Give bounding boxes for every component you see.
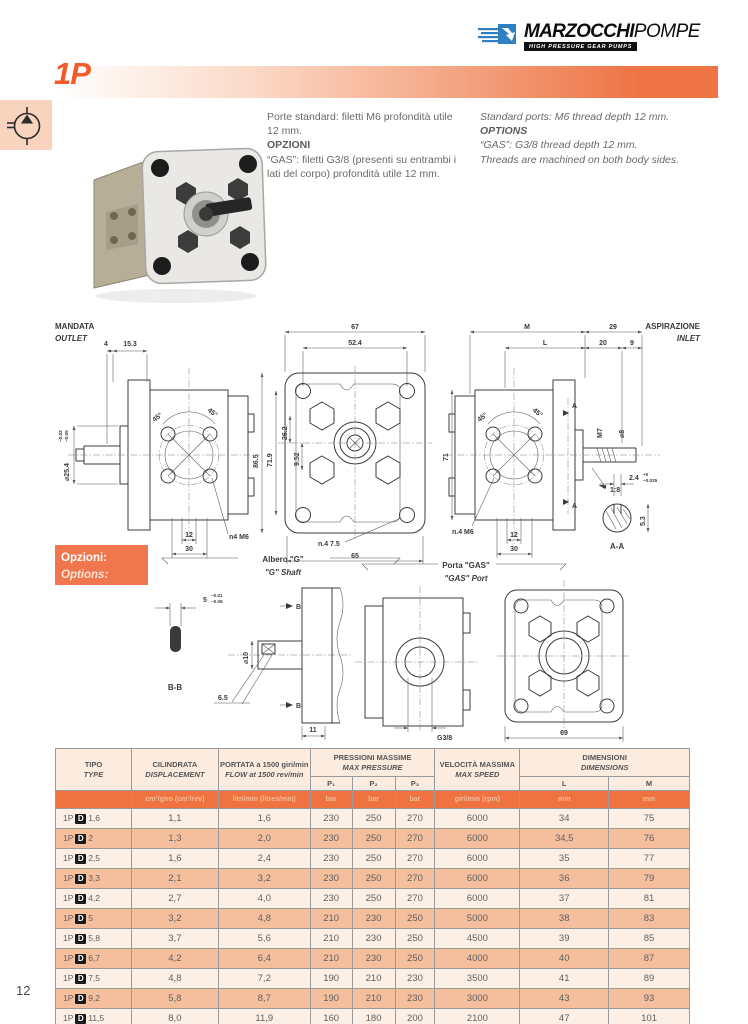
pump-type-cell: 1P D 5 [56, 909, 132, 929]
options-title-en: OPTIONS [480, 125, 528, 138]
svg-text:M: M [524, 324, 530, 331]
table-cell: 230 [310, 869, 352, 889]
table-cell: 2,0 [218, 829, 310, 849]
svg-text:B: B [296, 604, 302, 611]
pump-type-cell: 1P D 9,2 [56, 989, 132, 1009]
table-cell: 230 [310, 849, 352, 869]
margin-symbol-box [0, 100, 52, 150]
table-cell: 34 [520, 809, 609, 829]
table-cell: 250 [352, 869, 395, 889]
table-cell: 230 [395, 969, 435, 989]
svg-text:A-A: A-A [609, 542, 625, 551]
svg-text:20: 20 [599, 340, 607, 347]
svg-text:Options:: Options: [61, 569, 109, 581]
options-title-it: OPZIONI [267, 139, 311, 152]
sub-header-m: M [609, 777, 690, 791]
svg-text:⌀25.4: ⌀25.4 [64, 463, 71, 481]
table-cell: 6000 [435, 889, 520, 909]
svg-text:9: 9 [630, 340, 634, 347]
table-cell: 3000 [435, 989, 520, 1009]
table-cell: 11,9 [218, 1009, 310, 1024]
unit-cell: litri/min (litres/min) [218, 791, 310, 809]
table-cell: 210 [352, 969, 395, 989]
svg-text:30: 30 [185, 546, 193, 553]
table-cell: 210 [310, 949, 352, 969]
svg-text:71.9: 71.9 [267, 453, 274, 467]
table-cell: 93 [609, 989, 690, 1009]
options-text-en-2: Threads are machined on both body sides. [480, 153, 680, 166]
svg-text:69: 69 [560, 730, 568, 737]
table-cell: 250 [352, 889, 395, 909]
table-cell: 4,8 [131, 969, 218, 989]
inlet-view [443, 322, 701, 558]
svg-text:52.4: 52.4 [348, 340, 362, 347]
svg-text:−0.01: −0.01 [211, 593, 223, 598]
table-cell: 230 [310, 829, 352, 849]
marzocchi-logo-icon [478, 22, 520, 52]
table-cell: 3,2 [218, 869, 310, 889]
svg-text:MANDATA: MANDATA [55, 322, 95, 331]
sub-header-p3: P₃ [395, 777, 435, 791]
technical-drawings [0, 318, 748, 748]
unit-cell: mm [520, 791, 609, 809]
svg-text:45°: 45° [151, 411, 165, 424]
table-cell: 39 [520, 929, 609, 949]
options-text-it: “GAS”: filetti G3/8 (presenti su entrambi i lati del corpo) profondità utile 12 mm. [267, 153, 457, 180]
table-cell: 87 [609, 949, 690, 969]
table-body [56, 809, 690, 1024]
svg-text:26.2: 26.2 [282, 426, 289, 440]
svg-text:Albero "G": Albero "G" [262, 555, 304, 564]
section-a-a [600, 472, 658, 551]
table-cell: 160 [310, 1009, 352, 1024]
table-cell: 4,8 [218, 909, 310, 929]
table-cell: 47 [520, 1009, 609, 1024]
pump-type-cell: 1P D 1,6 [56, 809, 132, 829]
svg-text:71: 71 [443, 453, 450, 461]
svg-text:4: 4 [104, 341, 108, 348]
table-cell: 37 [520, 889, 609, 909]
svg-text:30: 30 [510, 546, 518, 553]
table-cell: 180 [352, 1009, 395, 1024]
table-cell: 230 [395, 989, 435, 1009]
table-cell: 230 [352, 929, 395, 949]
pump-type-cell: 1P D 5,8 [56, 929, 132, 949]
table-cell: 81 [609, 889, 690, 909]
svg-text:B-B: B-B [167, 683, 183, 692]
brand-tagline: HIGH PRESSURE GEAR PUMPS [524, 42, 637, 51]
svg-text:OUTLET: OUTLET [55, 334, 87, 343]
ports-text-en: Standard ports: M6 thread depth 12 mm. [480, 111, 670, 123]
table-cell: 5,6 [218, 929, 310, 949]
svg-text:15.3: 15.3 [123, 341, 137, 348]
table-cell: 1,1 [131, 809, 218, 829]
gas-port-drawing [355, 561, 631, 742]
svg-text:n.4 M6: n.4 M6 [452, 529, 474, 536]
options-text-en-1: “GAS”: G3/8 thread depth 12 mm. [480, 139, 638, 152]
col-header-dimensions: DIMENSIONI DIMENSIONS [520, 749, 690, 777]
svg-text:12: 12 [510, 532, 518, 539]
table-cell: 6000 [435, 849, 520, 869]
svg-text:−0.06: −0.06 [211, 599, 223, 604]
table-cell: 2100 [435, 1009, 520, 1024]
page-title: 1P [54, 56, 90, 91]
table-cell: 210 [310, 909, 352, 929]
table-cell: 101 [609, 1009, 690, 1024]
table-cell: 2,1 [131, 869, 218, 889]
hydraulic-pump-icon [6, 102, 46, 148]
table-row [56, 869, 690, 889]
table-cell: 36 [520, 869, 609, 889]
svg-text:67: 67 [351, 324, 359, 331]
table-cell: 6000 [435, 809, 520, 829]
product-photo [76, 128, 268, 306]
page-number: 12 [16, 983, 31, 998]
table-row [56, 989, 690, 1009]
table-cell: 210 [310, 929, 352, 949]
table-cell: 1,6 [218, 809, 310, 829]
table-cell: 270 [395, 869, 435, 889]
svg-text:−0.02: −0.02 [58, 430, 63, 442]
svg-text:B: B [296, 703, 302, 710]
sub-header-l: L [520, 777, 609, 791]
svg-text:2.4: 2.4 [629, 475, 639, 482]
table-cell: 250 [395, 909, 435, 929]
table-cell: 270 [395, 829, 435, 849]
svg-text:n4 M6: n4 M6 [229, 534, 249, 541]
unit-cell [56, 791, 132, 809]
table-cell: 250 [352, 849, 395, 869]
units-row [56, 791, 690, 809]
unit-cell: bar [395, 791, 435, 809]
table-cell: 38 [520, 909, 609, 929]
ports-text-it: Porte standard: filetti M6 profondità utile 12 mm. [267, 111, 453, 138]
table-cell: 3500 [435, 969, 520, 989]
svg-text:45°: 45° [476, 411, 490, 424]
sub-header-p1: P₁ [310, 777, 352, 791]
table-cell: 230 [352, 949, 395, 969]
svg-text:Opzioni:: Opzioni: [61, 552, 107, 564]
sub-header-p2: P₂ [352, 777, 395, 791]
intro-italian [267, 110, 465, 181]
table-cell: 270 [395, 889, 435, 909]
svg-text:65: 65 [351, 553, 359, 560]
pump-type-cell: 1P D 4,2 [56, 889, 132, 909]
col-header-flow: PORTATA a 1500 giri/min FLOW at 1500 rev/min [218, 749, 310, 791]
pump-type-cell: 1P D 7,5 [56, 969, 132, 989]
table-cell: 85 [609, 929, 690, 949]
table-cell: 8,0 [131, 1009, 218, 1024]
table-cell: 250 [395, 929, 435, 949]
brand-name: MARZOCCHI [524, 21, 634, 42]
table-cell: 40 [520, 949, 609, 969]
table-cell: 76 [609, 829, 690, 849]
table-row [56, 969, 690, 989]
table-cell: 270 [395, 849, 435, 869]
brand-name-2: POMPE [633, 21, 700, 42]
svg-text:−0.025: −0.025 [643, 478, 658, 483]
svg-text:29: 29 [609, 324, 617, 331]
svg-text:5.3: 5.3 [640, 516, 647, 526]
pump-type-cell: 1P D 6,7 [56, 949, 132, 969]
table-row [56, 909, 690, 929]
svg-text:+0: +0 [643, 472, 649, 477]
front-view [253, 324, 432, 564]
table-cell: 4,0 [218, 889, 310, 909]
svg-text:45°: 45° [530, 407, 544, 420]
title-band [55, 66, 718, 98]
intro-english [480, 110, 698, 167]
table-cell: 89 [609, 969, 690, 989]
unit-cell: bar [310, 791, 352, 809]
outlet-view [55, 322, 260, 558]
table-row [56, 889, 690, 909]
svg-text:45°: 45° [205, 407, 219, 420]
svg-text:⌀8: ⌀8 [619, 429, 626, 438]
table-cell: 250 [352, 809, 395, 829]
svg-text:−0.05: −0.05 [64, 430, 69, 442]
pump-type-cell: 1P D 3,3 [56, 869, 132, 889]
table-cell: 190 [310, 989, 352, 1009]
table-cell: 1,3 [131, 829, 218, 849]
table-cell: 83 [609, 909, 690, 929]
col-header-speed: VELOCITÀ MASSIMA MAX SPEED [435, 749, 520, 791]
svg-text:M7: M7 [597, 428, 604, 438]
col-header-displacement: CILINDRATA DISPLACEMENT [131, 749, 218, 791]
table-cell: 41 [520, 969, 609, 989]
table-cell: 4500 [435, 929, 520, 949]
brand-logo [478, 22, 700, 52]
table-row [56, 929, 690, 949]
table-cell: 250 [395, 949, 435, 969]
svg-text:"G" Shaft: "G" Shaft [264, 568, 302, 577]
pump-type-cell: 1P D 2,5 [56, 849, 132, 869]
table-cell: 270 [395, 809, 435, 829]
unit-cell: giri/min (rpm) [435, 791, 520, 809]
table-cell: 5,8 [131, 989, 218, 1009]
spec-table [55, 748, 690, 1024]
pump-type-cell: 1P D 11,5 [56, 1009, 132, 1024]
svg-text:11: 11 [309, 727, 317, 734]
table-row [56, 809, 690, 829]
svg-text:⌀10: ⌀10 [243, 651, 250, 664]
svg-text:1:8: 1:8 [610, 487, 621, 494]
table-cell: 230 [310, 889, 352, 909]
table-cell: 7,2 [218, 969, 310, 989]
col-header-type: TIPO TYPE [56, 749, 132, 791]
options-badge [55, 545, 148, 585]
table-cell: 2,7 [131, 889, 218, 909]
svg-text:ASPIRAZIONE: ASPIRAZIONE [645, 322, 700, 331]
table-cell: 35 [520, 849, 609, 869]
table-cell: 190 [310, 969, 352, 989]
pump-type-cell: 1P D 2 [56, 829, 132, 849]
unit-cell: mm [609, 791, 690, 809]
svg-text:Porta "GAS": Porta "GAS" [442, 561, 490, 570]
table-cell: 3,2 [131, 909, 218, 929]
table-row [56, 849, 690, 869]
table-cell: 250 [352, 829, 395, 849]
unit-cell: cm³/giro (cm³/rev) [131, 791, 218, 809]
unit-cell: bar [352, 791, 395, 809]
table-cell: 6000 [435, 829, 520, 849]
table-cell: 6,4 [218, 949, 310, 969]
table-cell: 2,4 [218, 849, 310, 869]
svg-text:6.5: 6.5 [218, 695, 228, 702]
table-cell: 5000 [435, 909, 520, 929]
table-cell: 43 [520, 989, 609, 1009]
table-row [56, 1009, 690, 1024]
table-row [56, 949, 690, 969]
svg-text:12: 12 [185, 532, 193, 539]
col-header-pressure: PRESSIONI MASSIME MAX PRESSURE [310, 749, 435, 777]
table-cell: 210 [352, 989, 395, 1009]
table-cell: 75 [609, 809, 690, 829]
table-cell: 3,7 [131, 929, 218, 949]
table-cell: 34,5 [520, 829, 609, 849]
svg-text:A: A [572, 503, 578, 510]
g-shaft-drawing [155, 555, 400, 740]
table-cell: 1,6 [131, 849, 218, 869]
svg-text:5: 5 [203, 597, 207, 604]
table-cell: 4000 [435, 949, 520, 969]
svg-text:A: A [572, 403, 578, 410]
svg-text:INLET: INLET [676, 334, 700, 343]
table-cell: 230 [310, 809, 352, 829]
table-row [56, 829, 690, 849]
svg-text:L: L [542, 340, 548, 347]
table-cell: 77 [609, 849, 690, 869]
table-cell: 4,2 [131, 949, 218, 969]
table-cell: 79 [609, 869, 690, 889]
svg-text:86.5: 86.5 [253, 454, 260, 468]
table-cell: 6000 [435, 869, 520, 889]
table-cell: 200 [395, 1009, 435, 1024]
svg-text:n.4 7.5: n.4 7.5 [318, 541, 340, 548]
svg-text:9.52: 9.52 [294, 452, 301, 466]
svg-text:"GAS" Port: "GAS" Port [444, 574, 488, 583]
svg-text:G3/8: G3/8 [437, 735, 453, 742]
table-cell: 8,7 [218, 989, 310, 1009]
table-cell: 230 [352, 909, 395, 929]
